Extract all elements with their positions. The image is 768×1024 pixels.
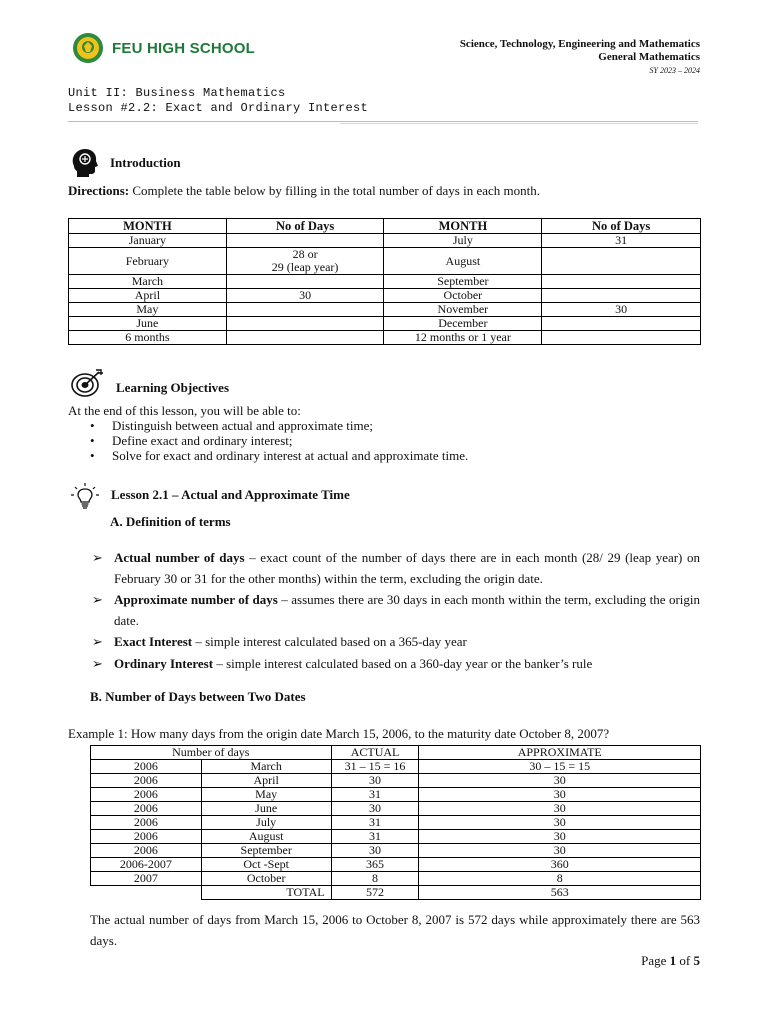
table-cell[interactable] (542, 275, 701, 289)
table-cell: 30 (419, 802, 701, 816)
table-row (91, 788, 701, 802)
lesson-heading: Lesson 2.1 – Actual and Approximate Time (111, 487, 350, 502)
section-b-heading: B. Number of Days between Two Dates (90, 689, 306, 704)
table-cell: August (384, 248, 542, 275)
lesson-title: Lesson #2.2: Exact and Ordinary Interest (68, 101, 369, 115)
header-divider (68, 121, 698, 122)
table-cell[interactable] (226, 303, 384, 317)
list-item: • Define exact and ordinary interest; (90, 433, 293, 448)
directions-line (68, 183, 708, 198)
term-actual-days: ➢ Actual number of days – exact count of the number of days there are in each month (28/ 29 (leap year) on February 30 or 31 for the other months) within the term, excluding the origin date. (92, 550, 700, 586)
table-cell: 2006 (91, 830, 202, 844)
table-cell: February (69, 248, 227, 275)
table-cell: 2006 (91, 760, 202, 774)
table-row (91, 844, 701, 858)
table-cell: 30 (419, 844, 701, 858)
term-ordinary-interest: ➢ Ordinary Interest – simple interest calculated based on a 360-day year or the banker’s rule (92, 656, 593, 671)
actual-header: ACTUAL (331, 746, 419, 760)
total-approximate: 563 (419, 886, 701, 900)
month-header: MONTH (69, 219, 227, 234)
table-cell: 30 (419, 774, 701, 788)
list-item: • Distinguish between actual and approximate time; (90, 418, 374, 433)
table-cell: March (69, 275, 227, 289)
list-item: • Solve for exact and ordinary interest at actual and approximate time. (90, 448, 469, 463)
strand-title: Science, Technology, Engineering and Mathematics (459, 38, 700, 50)
table-cell: Oct -Sept (201, 858, 331, 872)
approximate-header: APPROXIMATE (419, 746, 701, 760)
table-cell: September (201, 844, 331, 858)
month-header: MONTH (384, 219, 542, 234)
total-actual: 572 (331, 886, 419, 900)
table-cell: October (384, 289, 542, 303)
table-cell: 2006 (91, 844, 202, 858)
table-cell: June (201, 802, 331, 816)
table-cell: May (69, 303, 227, 317)
table-cell: 365 (331, 858, 419, 872)
table-cell: August (201, 830, 331, 844)
table-cell[interactable] (226, 317, 384, 331)
table-cell[interactable]: 30 (542, 303, 701, 317)
table-cell: 2007 (91, 872, 202, 886)
table-row (69, 275, 701, 289)
table-cell[interactable] (226, 275, 384, 289)
section-a-heading: A. Definition of terms (110, 514, 231, 529)
objectives-list (68, 418, 708, 463)
table-cell: 2006 (91, 788, 202, 802)
table-cell: April (201, 774, 331, 788)
table-cell: December (384, 317, 542, 331)
days-between-dates-table (90, 745, 701, 900)
table-cell: 360 (419, 858, 701, 872)
table-cell: 30 (419, 816, 701, 830)
table-row (91, 774, 701, 788)
table-cell: 12 months or 1 year (384, 331, 542, 345)
days-header: No of Days (542, 219, 701, 234)
table-cell[interactable] (226, 234, 384, 248)
example-text: Example 1: How many days from the origin date March 15, 2006, to the maturity date October 8, 2007? (68, 726, 610, 741)
table-cell: 2006 (91, 802, 202, 816)
head-brain-icon (68, 146, 100, 178)
total-label: TOTAL (201, 886, 331, 900)
table-row (69, 317, 701, 331)
table-cell: 30 (331, 802, 419, 816)
table-cell: March (201, 760, 331, 774)
table-cell: June (69, 317, 227, 331)
table-cell[interactable] (542, 317, 701, 331)
table-cell[interactable]: 30 (226, 289, 384, 303)
table-cell: 30 (419, 788, 701, 802)
unit-title: Unit II: Business Mathematics (68, 86, 286, 100)
table-cell: 31 (331, 816, 419, 830)
school-name: FEU HIGH SCHOOL (112, 40, 256, 57)
number-of-days-header: Number of days (91, 746, 332, 760)
lightbulb-icon (70, 482, 100, 512)
table-row (69, 289, 701, 303)
total-row (91, 886, 701, 900)
table-cell: April (69, 289, 227, 303)
table-row (69, 331, 701, 345)
table-cell: September (384, 275, 542, 289)
term-exact-interest: ➢ Exact Interest – simple interest calculated based on a 365-day year (92, 634, 467, 649)
target-icon (70, 368, 104, 398)
table-row (91, 858, 701, 872)
table-cell: November (384, 303, 542, 317)
table-cell: October (201, 872, 331, 886)
table-row (91, 872, 701, 886)
table-cell: 30 (331, 844, 419, 858)
table-cell: May (201, 788, 331, 802)
school-year: SY 2023 – 2024 (649, 66, 700, 75)
table-cell: 31 (331, 830, 419, 844)
days-header: No of Days (226, 219, 384, 234)
table-cell[interactable]: 28 or 29 (leap year) (226, 248, 384, 275)
introduction-title: Introduction (110, 155, 181, 170)
table-cell: July (201, 816, 331, 830)
table-cell: 2006-2007 (91, 858, 202, 872)
subject-title: General Mathematics (598, 51, 700, 63)
table-cell: 30 (419, 830, 701, 844)
school-logo (72, 32, 104, 64)
table-row (69, 303, 701, 317)
table-cell[interactable] (542, 248, 701, 275)
table-cell: 30 (331, 774, 419, 788)
table-cell: 8 (419, 872, 701, 886)
header-divider-shadow (340, 123, 698, 124)
table-row (91, 816, 701, 830)
table-cell: 30 – 15 = 15 (419, 760, 701, 774)
table-cell: July (384, 234, 542, 248)
objectives-title: Learning Objectives (116, 380, 230, 395)
table-cell: 31 – 15 = 16 (331, 760, 419, 774)
directions-label: Directions: (68, 183, 130, 198)
table-row (91, 830, 701, 844)
table-cell: 31 (331, 788, 419, 802)
table-cell: 2006 (91, 774, 202, 788)
table-cell[interactable] (226, 331, 384, 345)
term-approx-days: ➢ Approximate number of days – assumes there are 30 days in each month within the term, excluding the origin date. (92, 592, 701, 628)
directions-text: Complete the table below by filling in the total number of days in each month. (129, 183, 540, 198)
table-cell[interactable]: 31 (542, 234, 701, 248)
table-cell[interactable] (542, 331, 701, 345)
table-cell: 6 months (69, 331, 227, 345)
conclusion-text: The actual number of days from March 15, 2006 to October 8, 2007 is 572 days while approximately there are 563 days. (90, 912, 700, 948)
table-cell: 2006 (91, 816, 202, 830)
table-row (91, 802, 701, 816)
table-row (69, 234, 701, 248)
table-row (69, 248, 701, 275)
table-cell: 8 (331, 872, 419, 886)
table-cell[interactable] (542, 289, 701, 303)
objectives-intro: At the end of this lesson, you will be able to: (68, 403, 301, 418)
table-cell: January (69, 234, 227, 248)
page-number: Page 1 of 5 (641, 953, 700, 968)
table-row (91, 760, 701, 774)
month-days-table (68, 218, 701, 345)
